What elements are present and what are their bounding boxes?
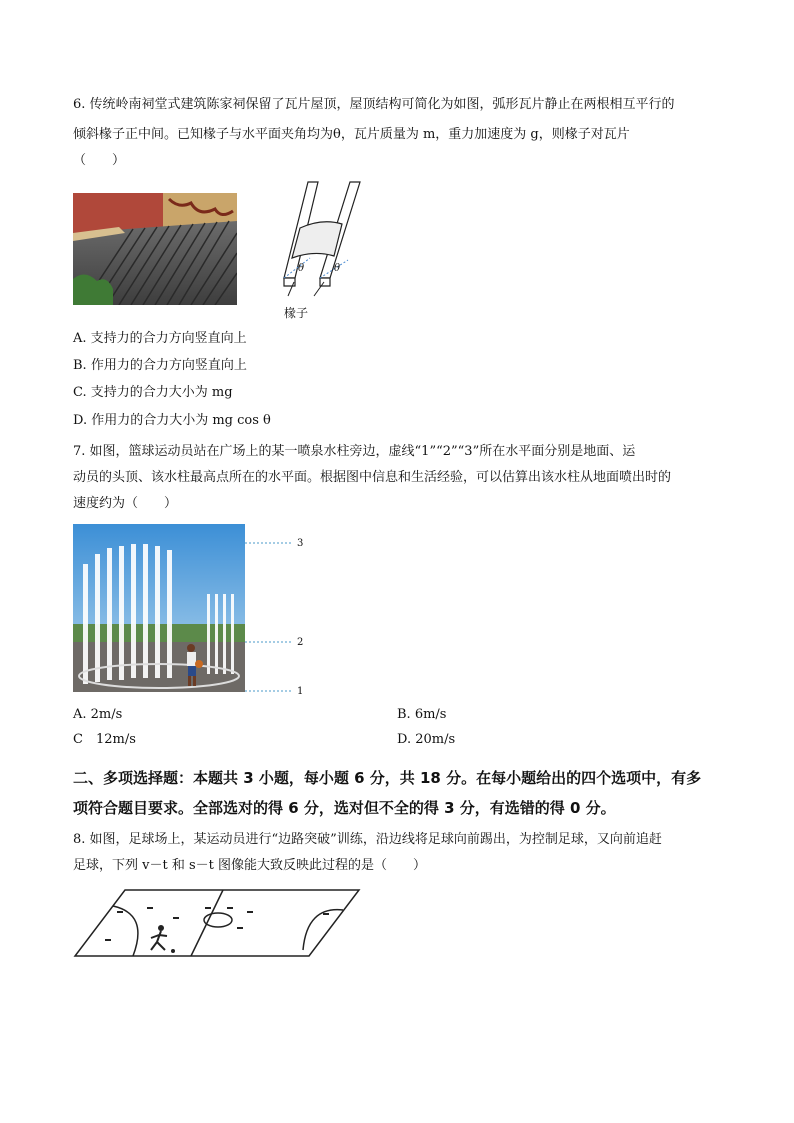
q8-stem-line1: 8. 如图，足球场上，某运动员进行“边路突破”训练，沿边线将足球向前踢出，为控制足球，又向前追赶: [73, 832, 662, 847]
roof-photo: [73, 193, 237, 305]
q7-stem-line3: 速度约为（ ）: [73, 496, 178, 511]
section2-heading-line2: 项符合题目要求。全部选对的得 6 分，选对但不全的得 3 分，有选错的得 0 分。: [73, 799, 616, 817]
q6-stem-line3: （ ）: [73, 153, 126, 168]
q7-option-d: D. 20m/s: [397, 732, 456, 747]
q7-stem-line1: 7. 如图，篮球运动员站在广场上的某一喷泉水柱旁边，虚线“1”“2”“3”所在水平面分别是地面、运: [73, 444, 636, 459]
rafter-diagram: [270, 178, 370, 318]
q7-option-c: C 12m/s: [73, 732, 136, 747]
level-3-label: 3: [297, 538, 304, 549]
theta-label-right: θ: [334, 263, 341, 274]
q6-stem-line1: 6. 传统岭南祠堂式建筑陈家祠保留了瓦片屋顶，屋顶结构可简化为如图，弧形瓦片静止在两根相互平行的: [73, 97, 675, 112]
q8-stem-line2: 足球，下列 v－t 和 s－t 图像能大致反映此过程的是（ ）: [73, 858, 426, 873]
q7-stem-line2: 动员的头顶、该水柱最高点所在的水平面。根据图中信息和生活经验，可以估算出该水柱从地面喷出时的: [73, 470, 672, 485]
rafter-label: 椽子: [284, 306, 309, 320]
q6-option-d: D. 作用力的合力大小为 mg cos θ: [73, 413, 271, 428]
q6-stem-line2: 倾斜椽子正中间。已知椽子与水平面夹角均为θ，瓦片质量为 m，重力加速度为 g，则椽子对瓦片: [73, 127, 630, 142]
theta-label-left: θ: [298, 263, 305, 274]
q6-option-b: B. 作用力的合力方向竖直向上: [73, 358, 247, 373]
q6-option-a: A. 支持力的合力方向竖直向上: [73, 331, 247, 346]
level-1-label: 1: [297, 686, 304, 697]
fountain-photo: [73, 524, 313, 696]
section2-heading-line1: 二、多项选择题：本题共 3 小题，每小题 6 分，共 18 分。在每小题给出的四个选项中，有多: [73, 769, 702, 787]
q6-option-c: C. 支持力的合力大小为 mg: [73, 385, 233, 400]
q7-option-b: B. 6m/s: [397, 707, 447, 722]
level-2-label: 2: [297, 637, 304, 648]
q7-option-a: A. 2m/s: [73, 707, 123, 722]
soccer-field-diagram: [73, 888, 363, 960]
